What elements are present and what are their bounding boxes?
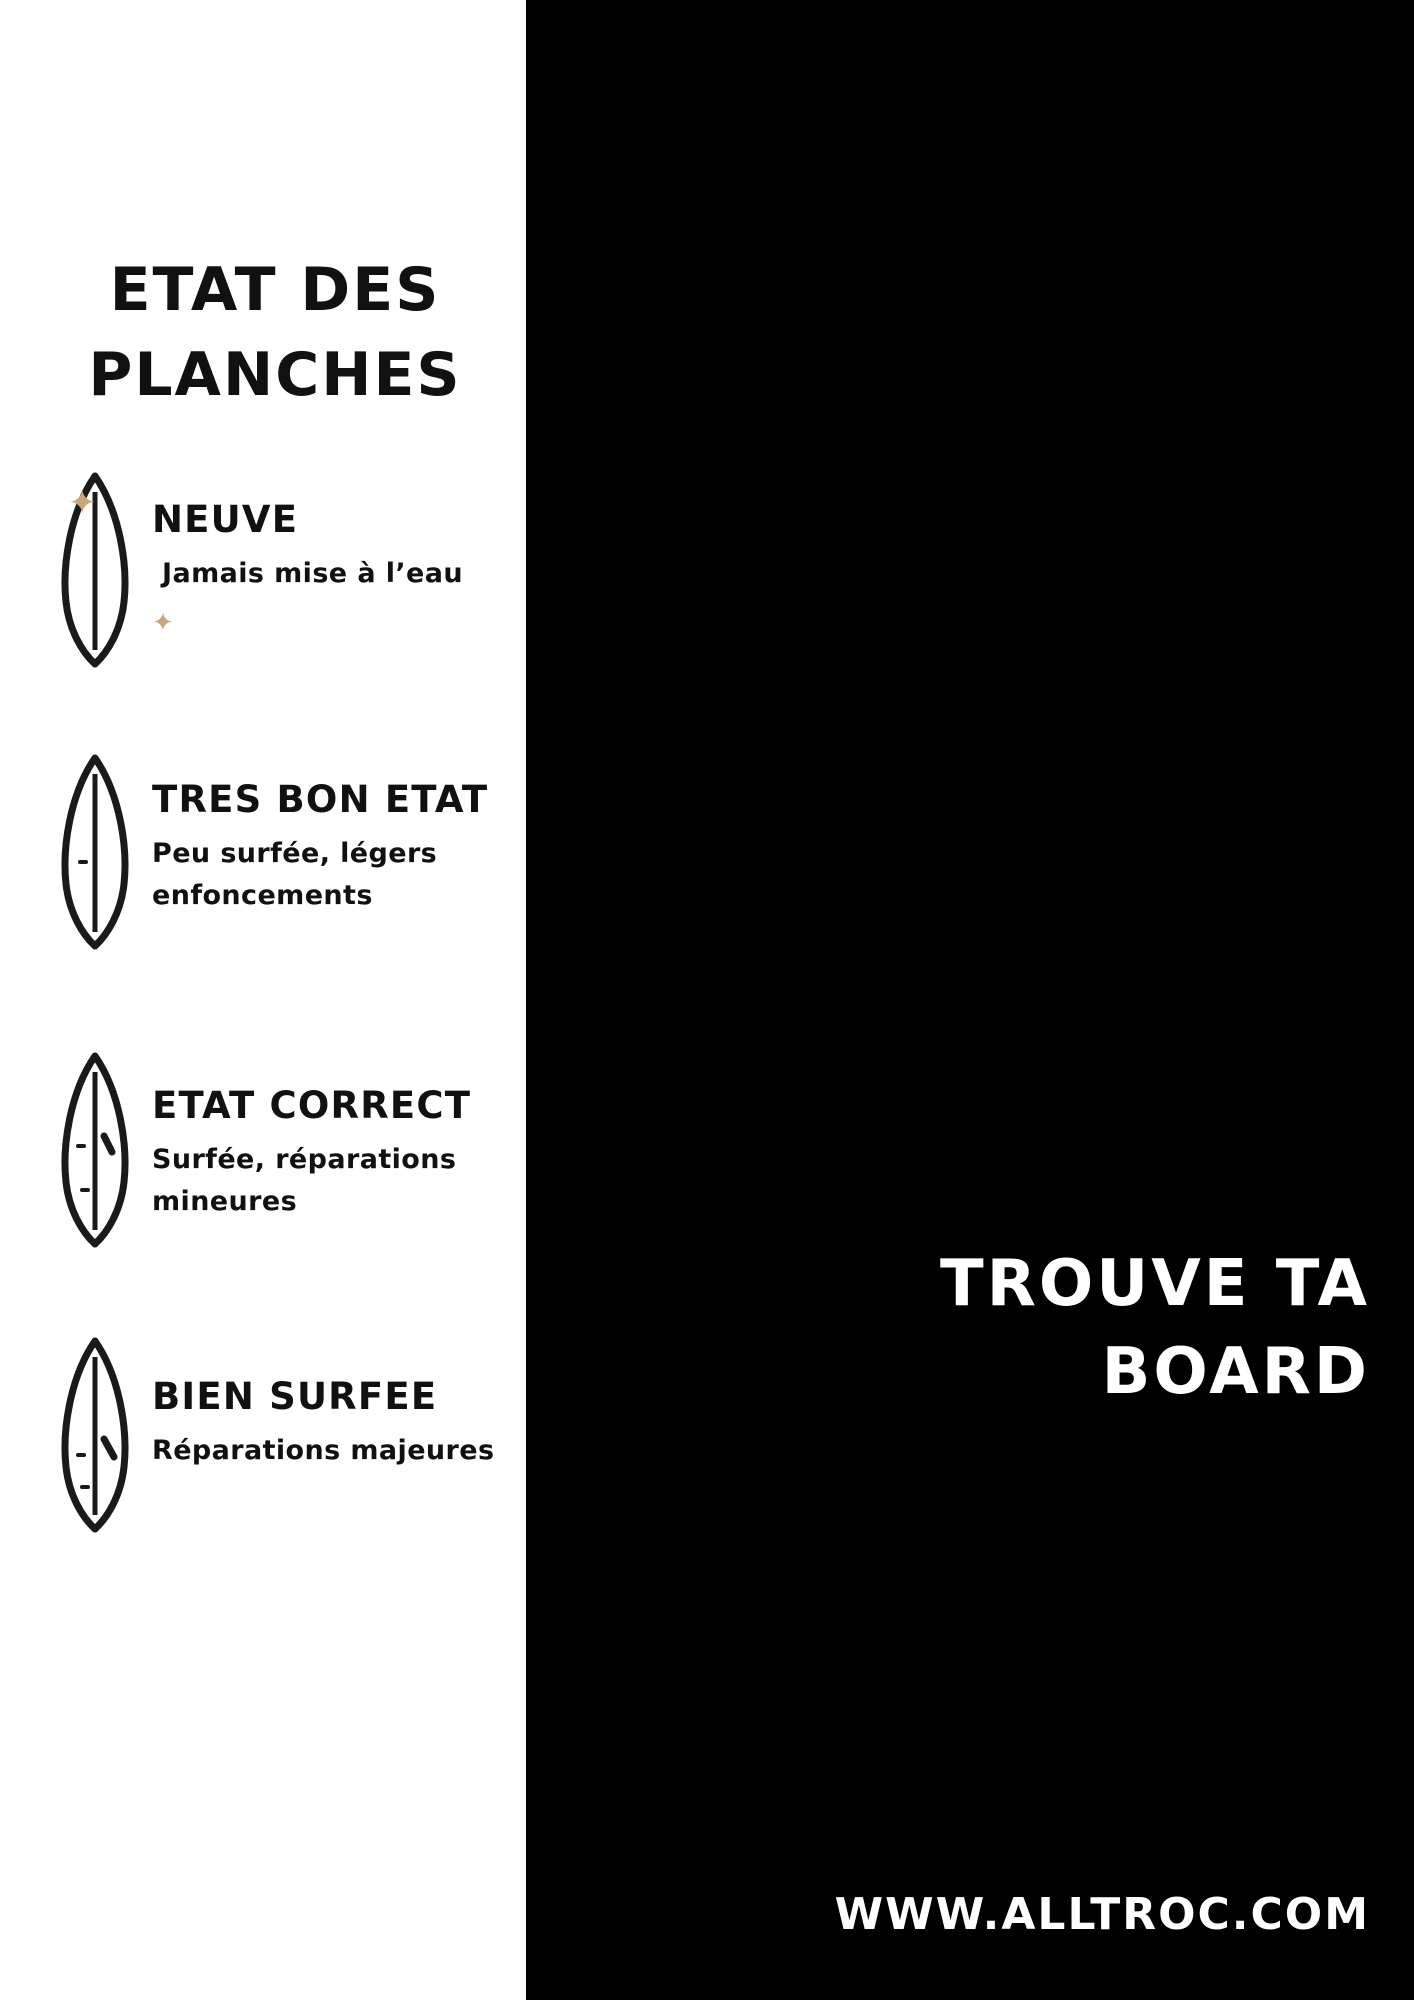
- brand-slogan: [650, 1240, 1370, 1417]
- page-title-line-1: ETAT DES: [109, 255, 441, 325]
- condition-description: Réparations majeures: [152, 1434, 495, 1466]
- condition-name: TRES BON ETAT: [152, 778, 489, 821]
- website-url[interactable]: WWW.ALLTROC.COM: [834, 1889, 1370, 1940]
- condition-text-tres-bon-etat: [152, 780, 522, 916]
- surfboard-shape: [40, 752, 150, 952]
- condition-name: ETAT CORRECT: [152, 1084, 472, 1127]
- sparkle-icon: ✦: [152, 608, 174, 638]
- surfboard-icon-tres-bon-etat: [40, 752, 150, 952]
- left-column: [0, 0, 526, 2000]
- surfboard-shape: [40, 1335, 150, 1535]
- dark-panel: [526, 0, 1414, 2000]
- condition-name: NEUVE: [152, 498, 299, 541]
- surfboard-icon-neuve: [40, 470, 174, 670]
- condition-name: BIEN SURFEE: [152, 1375, 438, 1418]
- brand-slogan-line-1: TROUVE TA: [939, 1247, 1370, 1321]
- condition-text-neuve: [152, 500, 522, 595]
- sparkle-icon: ✦: [68, 483, 97, 523]
- condition-description: Jamais mise à l’eau: [162, 557, 464, 589]
- brand-slogan-line-2: BOARD: [1101, 1335, 1370, 1410]
- condition-description: Surfée, réparations mineures: [152, 1143, 457, 1217]
- condition-text-bien-surfee: [152, 1377, 522, 1472]
- surfboard-icon-bien-surfee: [40, 1335, 150, 1535]
- surfboard-shape: [40, 1050, 150, 1250]
- surfboard-icon-etat-correct: [40, 1050, 150, 1250]
- page-title: [40, 248, 510, 418]
- condition-text-etat-correct: [152, 1086, 522, 1222]
- page-title-line-2: PLANCHES: [88, 340, 462, 411]
- condition-description: Peu surfée, légers enfoncements: [152, 837, 438, 911]
